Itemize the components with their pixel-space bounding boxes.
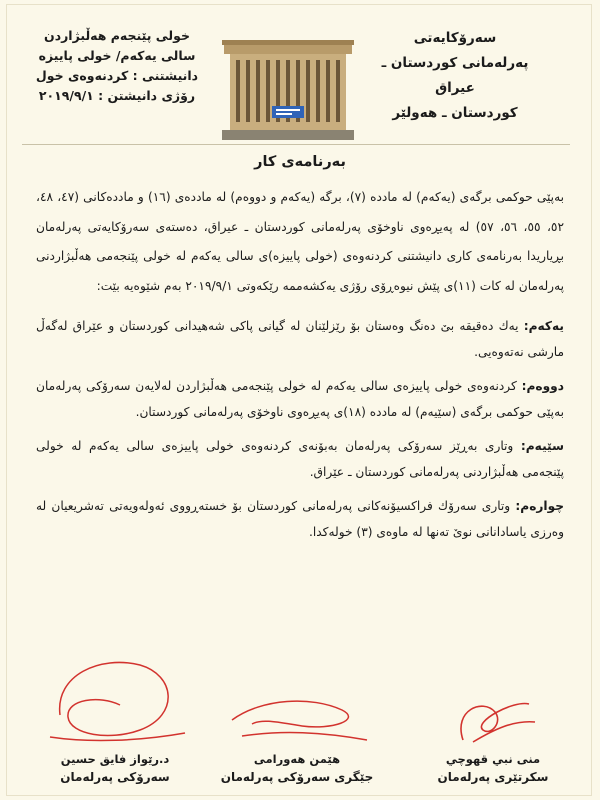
signature-block-deputy bbox=[212, 690, 382, 786]
header-issuer bbox=[360, 26, 550, 126]
agenda-item-label: یەكەم: bbox=[523, 319, 564, 333]
header-issuer-line-1: سەرۆكایەتی bbox=[413, 30, 497, 46]
signatory-name: د.رێواز فایق حسین bbox=[60, 752, 170, 766]
header-session-line-1: خولی پێنجەم هەڵبژاردن bbox=[44, 28, 190, 43]
handwritten-signature-icon bbox=[443, 690, 543, 750]
header-issuer-line-3: كوردستان ـ هەولێر bbox=[392, 105, 518, 121]
handwritten-signature-icon bbox=[222, 690, 372, 750]
document-body bbox=[36, 183, 564, 553]
agenda-item-4 bbox=[36, 493, 564, 545]
header-session-line-3: دانیشتنی : كردنەوەی خول bbox=[35, 68, 199, 83]
signatory-role: سكرتێری پەرلەمان bbox=[437, 770, 549, 784]
agenda-item-label: دووەم: bbox=[521, 379, 565, 393]
agenda-item-text: وتاری سەرۆك فراكسیۆنەكانی پەرلەمانی كوردستان بۆ خستەڕووی ئەولەویەتی تەشریعیان لە وەرزی یاسادانانی نوێ تەنها لە ماوەی (٣) خولەكدا. bbox=[36, 499, 564, 539]
agenda-item-text: یەك دەقیقە بێ دەنگ وەستان بۆ رێزلێنان لە گیانی پاكی شەهیدانی كوردستان و عێراق لەگەڵ مارشی نەتەوەیی. bbox=[36, 319, 564, 359]
handwritten-signature-icon bbox=[40, 655, 190, 750]
agenda-item-2 bbox=[36, 373, 564, 425]
agenda-item-label: چوارەم: bbox=[515, 499, 565, 513]
header-session-line-2: سالی یەكەم/ خولی پاییزە bbox=[38, 48, 196, 63]
header-session-info bbox=[22, 26, 212, 106]
agenda-item-text: كردنەوەی خولی پاییزەی سالی یەكەم لە خولی پێنجەمی هەڵبژاردن لەلایەن سەرۆكی پەرلەمان بەپێی حوكمی برگەی (سێیەم) لە ماددە (١٨)ی پەیڕەوی ناوخۆی پەرلەمانی كوردستان. bbox=[36, 379, 564, 419]
signatory-role: سەرۆكی پەرلەمان bbox=[60, 770, 170, 784]
intro-paragraph: بەپێی حوكمی برگەی (یەكەم) لە ماددە (٧)، برگە (یەكەم و دووەم) لە ماددەی (١٦) و ماددەكانی (٤٧، ٤٨، ٥٢، ٥٥، ٥٦، ٥٧) لە پەیڕەوی ناوخۆی پەرلەمانی كوردستان ـ عیراق، دەستەی سەرۆكایەتی پەرلەمان بڕیاریدا بەرنامەی كاری دانیشتنی كردنەوەی (خولی پاییزە)ی سالی یەكەم لە خولی پێنجەمی هەڵبژاردنی پەرلەمان لە كات (١١)ی پێش نیوەڕۆی رۆژی یەكشەممە رێكەوتی ٢٠١٩/٩/١ بەم شێوەیە بێت: bbox=[36, 190, 564, 293]
agenda-list bbox=[36, 313, 564, 545]
signatory-name: هێمن هەورامی bbox=[253, 752, 341, 766]
agenda-item-3 bbox=[36, 433, 564, 485]
signatory-name: منى نبي قهوچي bbox=[445, 752, 541, 766]
agenda-item-1 bbox=[36, 313, 564, 365]
agenda-item-label: سێیەم: bbox=[520, 439, 565, 453]
signatory-role: جێگری سەرۆكی پەرلەمان bbox=[220, 770, 374, 784]
signature-block-secretary bbox=[408, 690, 578, 786]
signature-block-speaker bbox=[30, 655, 200, 786]
header-divider bbox=[22, 144, 570, 145]
parliament-building-logo bbox=[222, 40, 354, 140]
document-title: بەرنامەی كار bbox=[254, 154, 346, 170]
header-session-line-4: رۆژی دانیشتن : ٢٠١٩/٩/١ bbox=[38, 88, 196, 103]
agenda-item-text: وتاری بەڕێز سەرۆكی پەرلەمان بەبۆنەی كردنەوەی خولی پاییزەی سالی یەكەم لە خولی پێنجەمی هەڵبژاردنی پەرلەمانی كوردستان ـ عێراق. bbox=[36, 439, 564, 479]
header-issuer-line-2: پەرلەمانی كوردستان ـ عیراق bbox=[381, 55, 529, 96]
